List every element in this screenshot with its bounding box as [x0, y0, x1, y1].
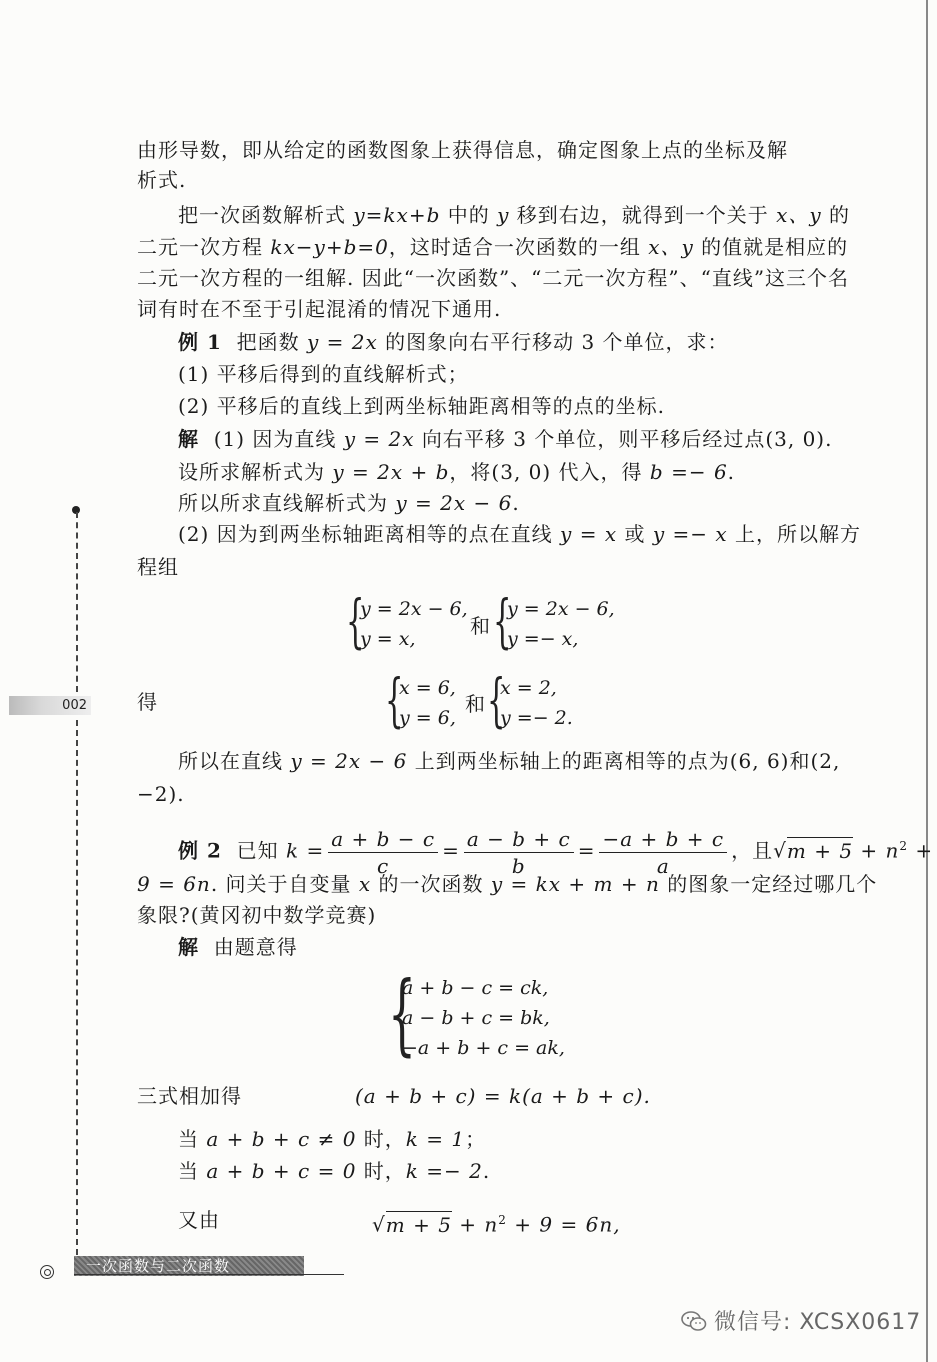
page-number: 002	[9, 696, 91, 715]
example-heading: 例 2 已知 k = $\frac{a + b - c}{c}$ = $\frac{a - b + c}{b}$ = $\frac{-a + b + c}{a}$ ，且$√m + 5 + n^2$ +	[178, 826, 934, 878]
text-line: 所以所求直线解析式为 y = 2x − 6.	[178, 491, 520, 515]
text-line: 二元一次方程 kx−y+b=0，这时适合一次函数的一组 x、y 的值就是相应的	[137, 235, 849, 259]
text-line: 当 a + b + c ≠ 0 时，k = 1；	[178, 1127, 487, 1151]
text-and: 和	[465, 692, 486, 716]
text-line: 三式相加得	[137, 1084, 242, 1108]
text-line: 所以在直线 y = 2x − 6 上到两坐标轴上的距离相等的点为(6, 6)和(2,	[178, 749, 841, 773]
equation-system: a + b − c = ck, a − b + c = bk, −a + b + c = ak,	[402, 977, 565, 1059]
text-line: −2).	[137, 782, 185, 806]
watermark: 微信号: XCSX0617	[680, 1305, 921, 1336]
equation-system: y = 2x − 6, y = x,	[360, 598, 468, 650]
text-line: 由形导数，即从给定的函数图象上获得信息，确定图象上点的坐标及解	[137, 138, 788, 162]
example-heading: 例 1 把函数 y = 2x 的图象向右平行移动 3 个单位，求：	[178, 330, 729, 354]
text-line: 析式.	[137, 168, 187, 192]
text-line: 当 a + b + c = 0 时，k =− 2.	[178, 1159, 491, 1183]
text-line: 9 = 6n. 问关于自变量 x 的一次函数 y = kx + m + n 的图象一定经过哪几个	[137, 872, 878, 896]
text-line: (2) 平移后的直线上到两坐标轴距离相等的点的坐标.	[178, 394, 666, 418]
solution-line: 解 (1) 因为直线 y = 2x 向右平移 3 个单位，则平移后经过点(3, 0).	[178, 427, 833, 451]
fraction: $\frac{a - b + c}{b}$	[464, 826, 574, 879]
brace: {	[487, 666, 506, 734]
footer-circle-icon	[40, 1265, 54, 1279]
brace: {	[493, 587, 512, 655]
margin-dashed-line	[76, 720, 78, 1255]
text-line: 象限?(黄冈初中数学竞赛)	[137, 903, 377, 927]
text-line: 二元一次方程的一组解. 因此“一次函数”、“二元一次方程”、“直线”这三个名	[137, 266, 850, 290]
text-line: 程组	[137, 555, 179, 579]
margin-dashed-line	[76, 512, 78, 692]
page-edge	[926, 0, 928, 1362]
footer-rule	[74, 1274, 344, 1275]
text-line: 又由	[178, 1208, 220, 1232]
fraction: $\frac{-a + b + c}{a}$	[599, 826, 727, 879]
text-line: 得	[137, 690, 158, 714]
solution-line: 解 由题意得	[178, 935, 298, 959]
text-and: 和	[470, 614, 491, 638]
fraction: $\frac{a + b - c}{c}$	[328, 826, 438, 879]
brace: {	[385, 666, 404, 734]
equation-system: x = 2, y =− 2.	[500, 677, 573, 729]
text-line: 把一次函数解析式 y=kx+b 中的 y 移到右边，就得到一个关于 x、y 的	[178, 203, 851, 227]
text-line: 词有时在不至于引起混淆的情况下通用.	[137, 297, 502, 321]
equation: $√m + 5 + n^2 + 9 = 6n$,	[372, 1212, 621, 1237]
footer-title: 一次函数与二次函数	[74, 1256, 304, 1276]
brace: {	[388, 962, 416, 1065]
equation: (a + b + c) = k(a + b + c).	[355, 1084, 651, 1108]
text-line: 设所求解析式为 y = 2x + b，将(3, 0) 代入，得 b =− 6.	[178, 460, 736, 484]
equation-system: y = 2x − 6, y =− x,	[507, 598, 615, 650]
equation-system: x = 6, y = 6,	[399, 677, 456, 729]
brace: {	[346, 587, 365, 655]
text-line: (2) 因为到两坐标轴距离相等的点在直线 y = x 或 y =− x 上，所以解方	[178, 522, 861, 546]
wechat-icon	[680, 1310, 708, 1332]
text-line: (1) 平移后得到的直线解析式；	[178, 362, 469, 386]
